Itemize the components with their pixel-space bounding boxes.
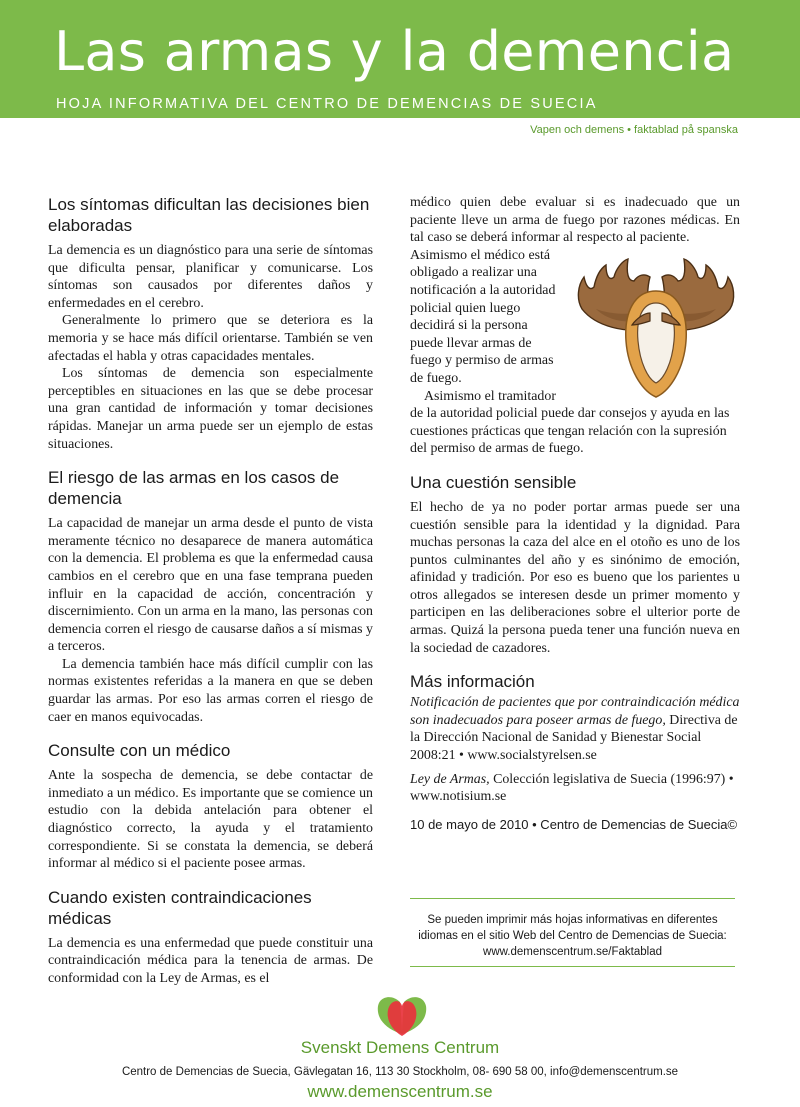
paragraph: Asimismo el médico está obligado a realizar una notificación a la autoridad policial quien luego decidirá si la persona puede llevar armas de fuego y permiso de armas de fuego. — [410, 247, 556, 386]
contact-address: Centro de Demencias de Suecia, Gävlegatan 16, 113 30 Stockholm, 08- 690 58 00, info@demenscentrum.se — [121, 1066, 679, 1078]
paragraph: La capacidad de manejar un arma desde el punto de vista meramente técnico no desaparece de manera automática con la demencia. El problema es que la enfermedad causa cambios en el cerebro que en una fase temprana pueden influir en la capacidad de acción, concentración y discernimiento. Con un arma en la mano, las personas con demencia corren el riesgo de causarse daños a sí mismas y a terceros. — [48, 516, 373, 655]
paragraph: médico quien debe evaluar si es inadecuado que un paciente lleve un arma de fuego por razones médicas. En tal caso se deberá informar al respecto al paciente. — [410, 195, 740, 246]
right-column — [410, 194, 740, 833]
section-heading-sensitive: Una cuestión sensible — [410, 472, 577, 492]
swedish-tagline: Vapen och demens • faktablad på spanska — [530, 124, 738, 136]
reference-socialstyrelsen — [410, 694, 740, 764]
page-subtitle: HOJA INFORMATIVA DEL CENTRO DE DEMENCIAS DE SUECIA — [56, 96, 598, 112]
section-heading-contraindications: Cuando existen contraindicaciones médicas — [48, 887, 312, 928]
paragraph: Los síntomas de demencia son especialmente perceptibles en situaciones en las que se debe procesar una gran cantidad de información y tomar decisiones rápidas. Manejar un arma puede ser un ejemplo de estas situaciones. — [48, 366, 373, 452]
logo-wordmark: Svenskt Demens Centrum — [300, 1038, 500, 1057]
reference-title: Ley de Armas, — [410, 771, 490, 787]
paragraph: La demencia también hace más difícil cumplir con las normas existentes referidas a la manera en que se deben guardar las armas. Por eso las armas corren el riesgo de caer en manos equivocadas. — [48, 656, 373, 725]
paragraph: Asimismo el tramitador de la autoridad policial puede dar consejos y ayuda en las cuestiones prácticas que tengan relación con la supresión del permiso de armas de fuego. — [410, 388, 730, 457]
paragraph: La demencia es un diagnóstico para una serie de síntomas que dificulta pensar, planificar y comunicarse. Los síntomas son causados por diferentes daños y enfermedades en el cerebro. — [48, 243, 373, 311]
more-sheets-note — [410, 912, 735, 960]
note-link[interactable]: www.demenscentrum.se/Faktablad — [483, 946, 662, 958]
paragraph: Ante la sospecha de demencia, se debe contactar de inmediato a un médico. Es importante que se comience un estudio con la debida antelación para obtener el diagnóstico correcto, la ayuda y el tratamiento correspondiente. Si se constata la demencia, se deberá informar al médico si el paciente posee armas. — [48, 768, 373, 872]
section-heading-more-info: Más información — [410, 672, 535, 692]
paragraph: El hecho de ya no poder portar armas puede ser una cuestión sensible para la identidad y la dignidad. Para muchas personas la caza del alce en el otoño es uno de los puntos culminantes del año y es sinónimo de emoción, afinidad y tradición. Por eso es bueno que los parientes u otros allegados se interesen desde un primer momento y participen en las deliberaciones sobre el ulterior porte de armas. Quizá la persona pueda tener una función nueva en la sociedad de cazadores. — [410, 499, 740, 656]
section-heading-symptoms: Los síntomas dificultan las decisiones bien elaboradas — [48, 195, 370, 235]
note-line: idiomas en el sitio Web del Centro de Demencias de Suecia: — [418, 930, 727, 942]
page-title: Las armas y la demencia — [54, 20, 735, 83]
left-column — [48, 194, 373, 988]
heart-leaves-logo-icon — [370, 990, 434, 1040]
section-heading-doctor: Consulte con un médico — [48, 741, 231, 761]
reference-title: Notificación de pacientes que por contraindicación médica son inadecuados para poseer armas de fuego, — [410, 695, 740, 728]
dateline: 10 de mayo de 2010 • Centro de Demencias de Suecia© — [410, 816, 738, 832]
note-line: Se pueden imprimir más hojas informativas en diferentes — [427, 914, 718, 926]
paragraph: Generalmente lo primero que se deteriora es la memoria y se hace más difícil orientarse. También se ven afectadas el habla y otras capacidades mentales. — [48, 313, 373, 364]
paragraph: La demencia es una enfermedad que puede constituir una contraindicación médica para la tenencia de armas. De conformidad con la Ley de Armas, es el — [48, 935, 373, 986]
reference-text: Directiva de la Dirección Nacional de Sanidad y Bienestar Social 2008:21 • www.socialstyrelsen.se — [410, 712, 738, 764]
divider — [410, 898, 735, 899]
moose-antlers-trophy-icon — [566, 251, 746, 401]
reference-text: Colección legislativa de Suecia (1996:97) • www.notisium.se — [410, 771, 734, 805]
website-link[interactable]: www.demenscentrum.se — [307, 1082, 493, 1101]
header-banner — [0, 0, 800, 118]
reference-ley-de-armas — [410, 771, 740, 806]
divider — [410, 966, 735, 967]
section-heading-risk: El riesgo de las armas en los casos de demencia — [48, 468, 340, 509]
